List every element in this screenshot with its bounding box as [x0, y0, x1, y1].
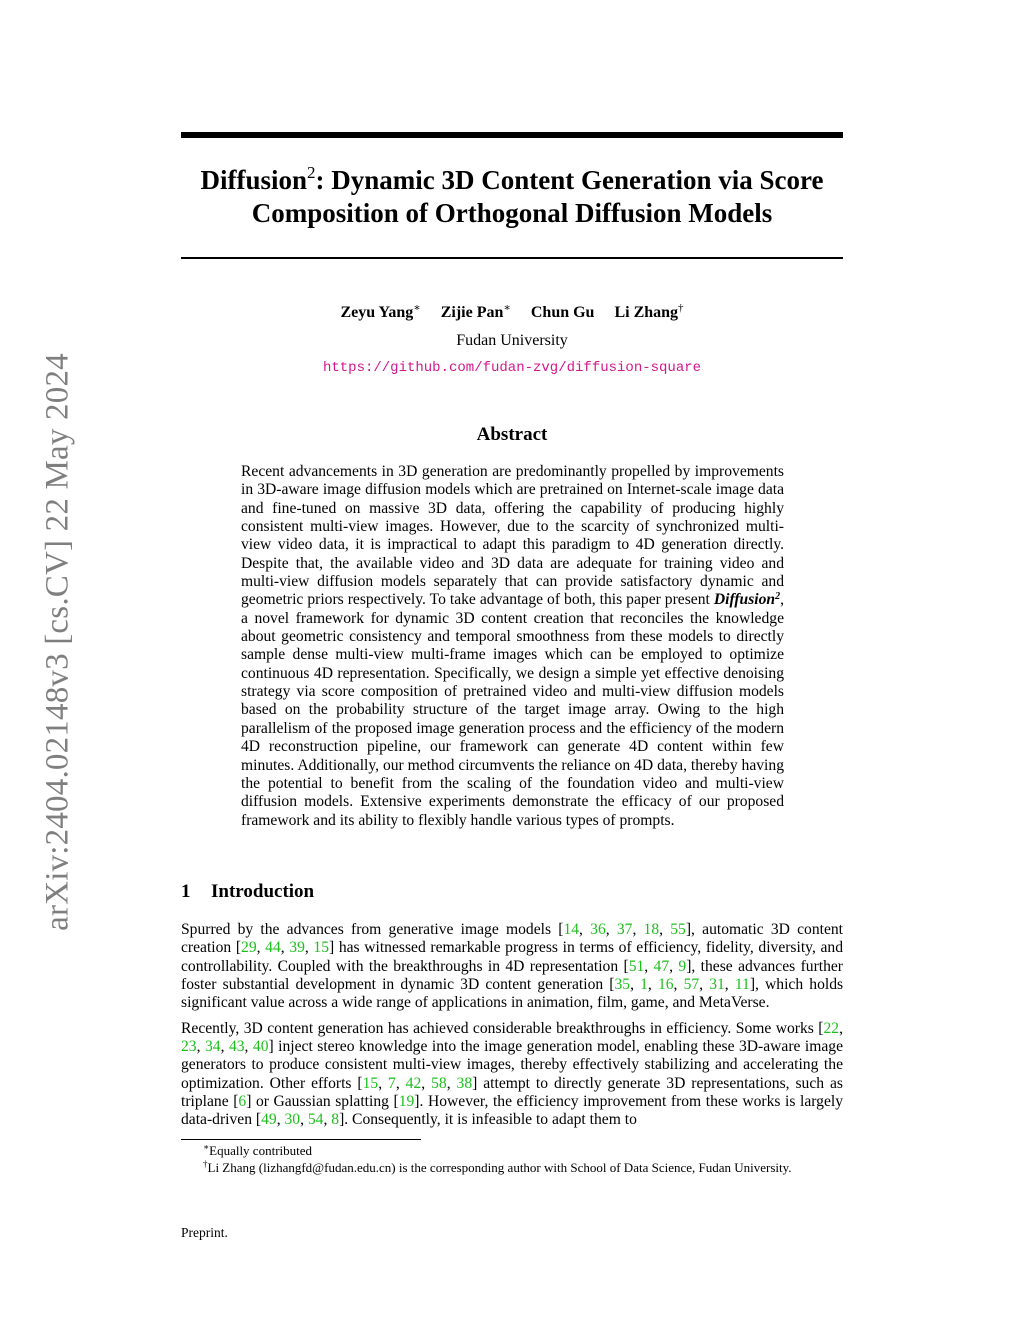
- citation-link[interactable]: 42: [405, 1074, 422, 1092]
- abstract-heading: Abstract: [476, 424, 548, 445]
- section-title: Introduction: [211, 881, 315, 902]
- footnote: [181, 1142, 843, 1159]
- citation-link[interactable]: 44: [265, 939, 281, 957]
- title-part2: : Dynamic 3D Content Generation via Score: [315, 165, 824, 195]
- footer-preprint: Preprint.: [181, 1225, 228, 1240]
- body-text-run: ], which holds significant value across a wide range of applications in animation, film, game, and MetaVerse.: [181, 976, 844, 1012]
- citation-link[interactable]: 22: [823, 1019, 840, 1037]
- citation-link[interactable]: 29: [241, 939, 257, 957]
- body-text-run: ,: [659, 921, 671, 938]
- citation-link[interactable]: 36: [590, 921, 606, 938]
- repository-link[interactable]: https://github.com/fudan-zvg/diffusion-square: [322, 360, 702, 376]
- citation-link[interactable]: 9: [678, 957, 687, 975]
- author-mark: ∗: [503, 302, 511, 314]
- author-mark: †: [678, 302, 684, 314]
- citation-link[interactable]: 1: [640, 976, 648, 994]
- citation-link[interactable]: 30: [284, 1111, 301, 1129]
- body-text-run: ,: [220, 1038, 229, 1056]
- body-text-run: Recently, 3D content generation has achieved considerable breakthroughs in efficiency. Some works [: [181, 1019, 824, 1037]
- body-text-run: ,: [421, 1074, 432, 1092]
- body-text-run: ] has witnessed remarkable progress in terms of efficiency, fidelity, diversity, and controllability. Coupled with the breakthroughs in 4D representation [: [181, 939, 843, 975]
- body-text-run: ,: [724, 976, 735, 994]
- author: [531, 304, 595, 321]
- affiliation: Fudan University: [456, 332, 568, 349]
- introduction-body: [181, 921, 843, 1137]
- body-text-run: ,: [699, 976, 710, 994]
- title-part1: Diffusion: [200, 165, 308, 195]
- citation-link[interactable]: 43: [228, 1038, 245, 1056]
- citation-link[interactable]: 49: [261, 1111, 277, 1129]
- body-text-run: ], automatic 3D content creation [: [181, 921, 844, 957]
- footnote-rule: [181, 1139, 421, 1140]
- body-text-run: ,: [630, 976, 641, 994]
- citation-link[interactable]: 18: [643, 921, 660, 938]
- body-text-run: ,: [673, 976, 684, 994]
- citation-link[interactable]: 58: [431, 1074, 447, 1092]
- author-mark: ∗: [413, 302, 421, 314]
- citation-link[interactable]: 35: [614, 976, 631, 994]
- body-text-run: ,: [280, 939, 290, 957]
- body-text-run: ,: [378, 1074, 389, 1092]
- abstract-text-after: , a novel framework for dynamic 3D content creation that reconciles the knowledge about geometric consistency and temporal smoothness from these models to directly sample dense multi-view multi-frame images which can be employed to optimize continuous 4D representation. Specifically, we design a simple yet effective denoising strategy via score composition of pretrained video and multi-view diffusion models based on the probability structure of the target image array. Owing to the high parallelism of the proposed image generation process and the efficiency of the modern 4D reconstruction pipeline, our framework can generate 4D content within few minutes. Additionally, our method circumvents the reliance on 4D data, thereby having the potential to benefit from the scaling of the foundation video and multi-view diffusion models. Extensive experiments demonstrate the efficacy of our proposed framework and its ability to flexibly handle various types of prompts.: [241, 591, 784, 829]
- citation-link[interactable]: 55: [670, 921, 686, 938]
- title-line2: Composition of Orthogonal Diffusion Models: [251, 198, 773, 228]
- body-text-run: ] or Gaussian splatting [: [246, 1093, 399, 1111]
- author: [441, 304, 511, 321]
- author: [614, 304, 683, 321]
- abstract-text-before: Recent advancements in 3D generation are predominantly propelled by improvements in 3D-aware image diffusion models which are pretrained on Internet-scale image data and fine-tuned on massive 3D data, offering the capability of producing highly consistent multi-view images. However, due to the scarcity of synchronized multi-view video data, it is impractical to adapt this paradigm to 4D generation directly. Despite that, the available video and 3D data are adequate for training video and multi-view diffusion models separately that can provide satisfactory dynamic and geometric priors respectively. To take advantage of both, this paper present: [241, 463, 784, 609]
- author-name: Li Zhang: [614, 304, 679, 321]
- citation-link[interactable]: 40: [252, 1038, 269, 1056]
- citation-link[interactable]: 6: [238, 1093, 247, 1111]
- body-text-run: ]. Consequently, it is infeasible to adapt them to: [339, 1111, 637, 1129]
- abstract-body: [241, 463, 784, 830]
- section-number: 1: [181, 881, 191, 902]
- body-text-run: ,: [196, 1038, 205, 1056]
- author-name: Chun Gu: [530, 304, 595, 321]
- citation-link[interactable]: 19: [398, 1093, 415, 1111]
- title-top-rule: [181, 132, 843, 138]
- title-bottom-rule: [181, 257, 843, 259]
- body-text-run: ,: [256, 939, 266, 957]
- citation-link[interactable]: 14: [563, 921, 580, 938]
- citation-link[interactable]: 37: [616, 921, 633, 938]
- footnote: [181, 1159, 843, 1176]
- citation-link[interactable]: 15: [362, 1074, 379, 1092]
- body-paragraph: [181, 921, 843, 1013]
- citation-link[interactable]: 51: [628, 957, 645, 975]
- body-text-run: ,: [300, 1111, 308, 1129]
- citation-link[interactable]: 57: [683, 976, 700, 994]
- body-text-run: ,: [276, 1111, 285, 1129]
- body-text-run: ,: [446, 1074, 457, 1092]
- citation-link[interactable]: 47: [653, 957, 670, 975]
- citation-link[interactable]: 7: [388, 1074, 396, 1092]
- citation-link[interactable]: 39: [289, 939, 305, 957]
- framework-name-superscript: 2: [775, 591, 781, 603]
- body-text-run: ,: [323, 1111, 332, 1129]
- body-text-run: ,: [605, 921, 617, 938]
- author: [340, 304, 420, 321]
- body-text-run: ,: [644, 957, 654, 975]
- body-text-run: ] attempt to directly generate 3D representations, such as triplane [: [181, 1074, 843, 1111]
- body-text-run: ,: [579, 921, 591, 938]
- citation-link[interactable]: 31: [709, 976, 725, 994]
- citation-link[interactable]: 11: [734, 976, 750, 994]
- framework-name: Diffusion: [713, 591, 776, 609]
- body-text-run: ,: [304, 939, 314, 957]
- author-name: Zijie Pan: [440, 304, 504, 321]
- citation-link[interactable]: 23: [181, 1038, 197, 1056]
- footnotes: [181, 1142, 843, 1176]
- citation-link[interactable]: 34: [204, 1038, 221, 1056]
- body-text-run: ], these advances further foster substantial development in dynamic 3D content generation [: [181, 957, 843, 994]
- author-list: [181, 302, 843, 324]
- citation-link[interactable]: 15: [313, 939, 330, 957]
- footnote-mark: †: [203, 1159, 208, 1169]
- body-text-run: ] inject stereo knowledge into the image generation model, enabling these 3D-aware image generators to produce consistent multi-view images, thereby effectively stabilizing and accelerating the optimization. Other efforts [: [181, 1038, 844, 1092]
- body-text-run: ,: [669, 957, 679, 975]
- section-heading: [181, 881, 314, 903]
- author-name: Zeyu Yang: [340, 304, 414, 321]
- body-text-run: ,: [839, 1019, 843, 1037]
- body-paragraph: [181, 1020, 843, 1130]
- citation-link[interactable]: 16: [657, 976, 674, 994]
- footnote-text: Equally contributed: [209, 1143, 313, 1158]
- arxiv-identifier-stamp: arXiv:2404.02148v3 [cs.CV] 22 May 2024: [39, 353, 76, 931]
- citation-link[interactable]: 8: [331, 1111, 340, 1129]
- body-text-run: ]. However, the efficiency improvement from these works is largely data-driven [: [181, 1093, 844, 1129]
- title-superscript: 2: [307, 163, 316, 182]
- body-text-run: ,: [647, 976, 658, 994]
- body-text-run: ,: [632, 921, 644, 938]
- paper-title: [170, 164, 854, 230]
- citation-link[interactable]: 54: [307, 1111, 324, 1129]
- footnote-mark: ∗: [203, 1142, 210, 1152]
- body-text-run: ,: [395, 1074, 406, 1092]
- body-text-run: ,: [244, 1038, 253, 1056]
- citation-link[interactable]: 38: [456, 1074, 473, 1092]
- footnote-text: Li Zhang (lizhangfd@fudan.edu.cn) is the corresponding author with School of Data Science, Fudan University.: [207, 1160, 792, 1175]
- body-text-run: Spurred by the advances from generative image models [: [181, 921, 564, 938]
